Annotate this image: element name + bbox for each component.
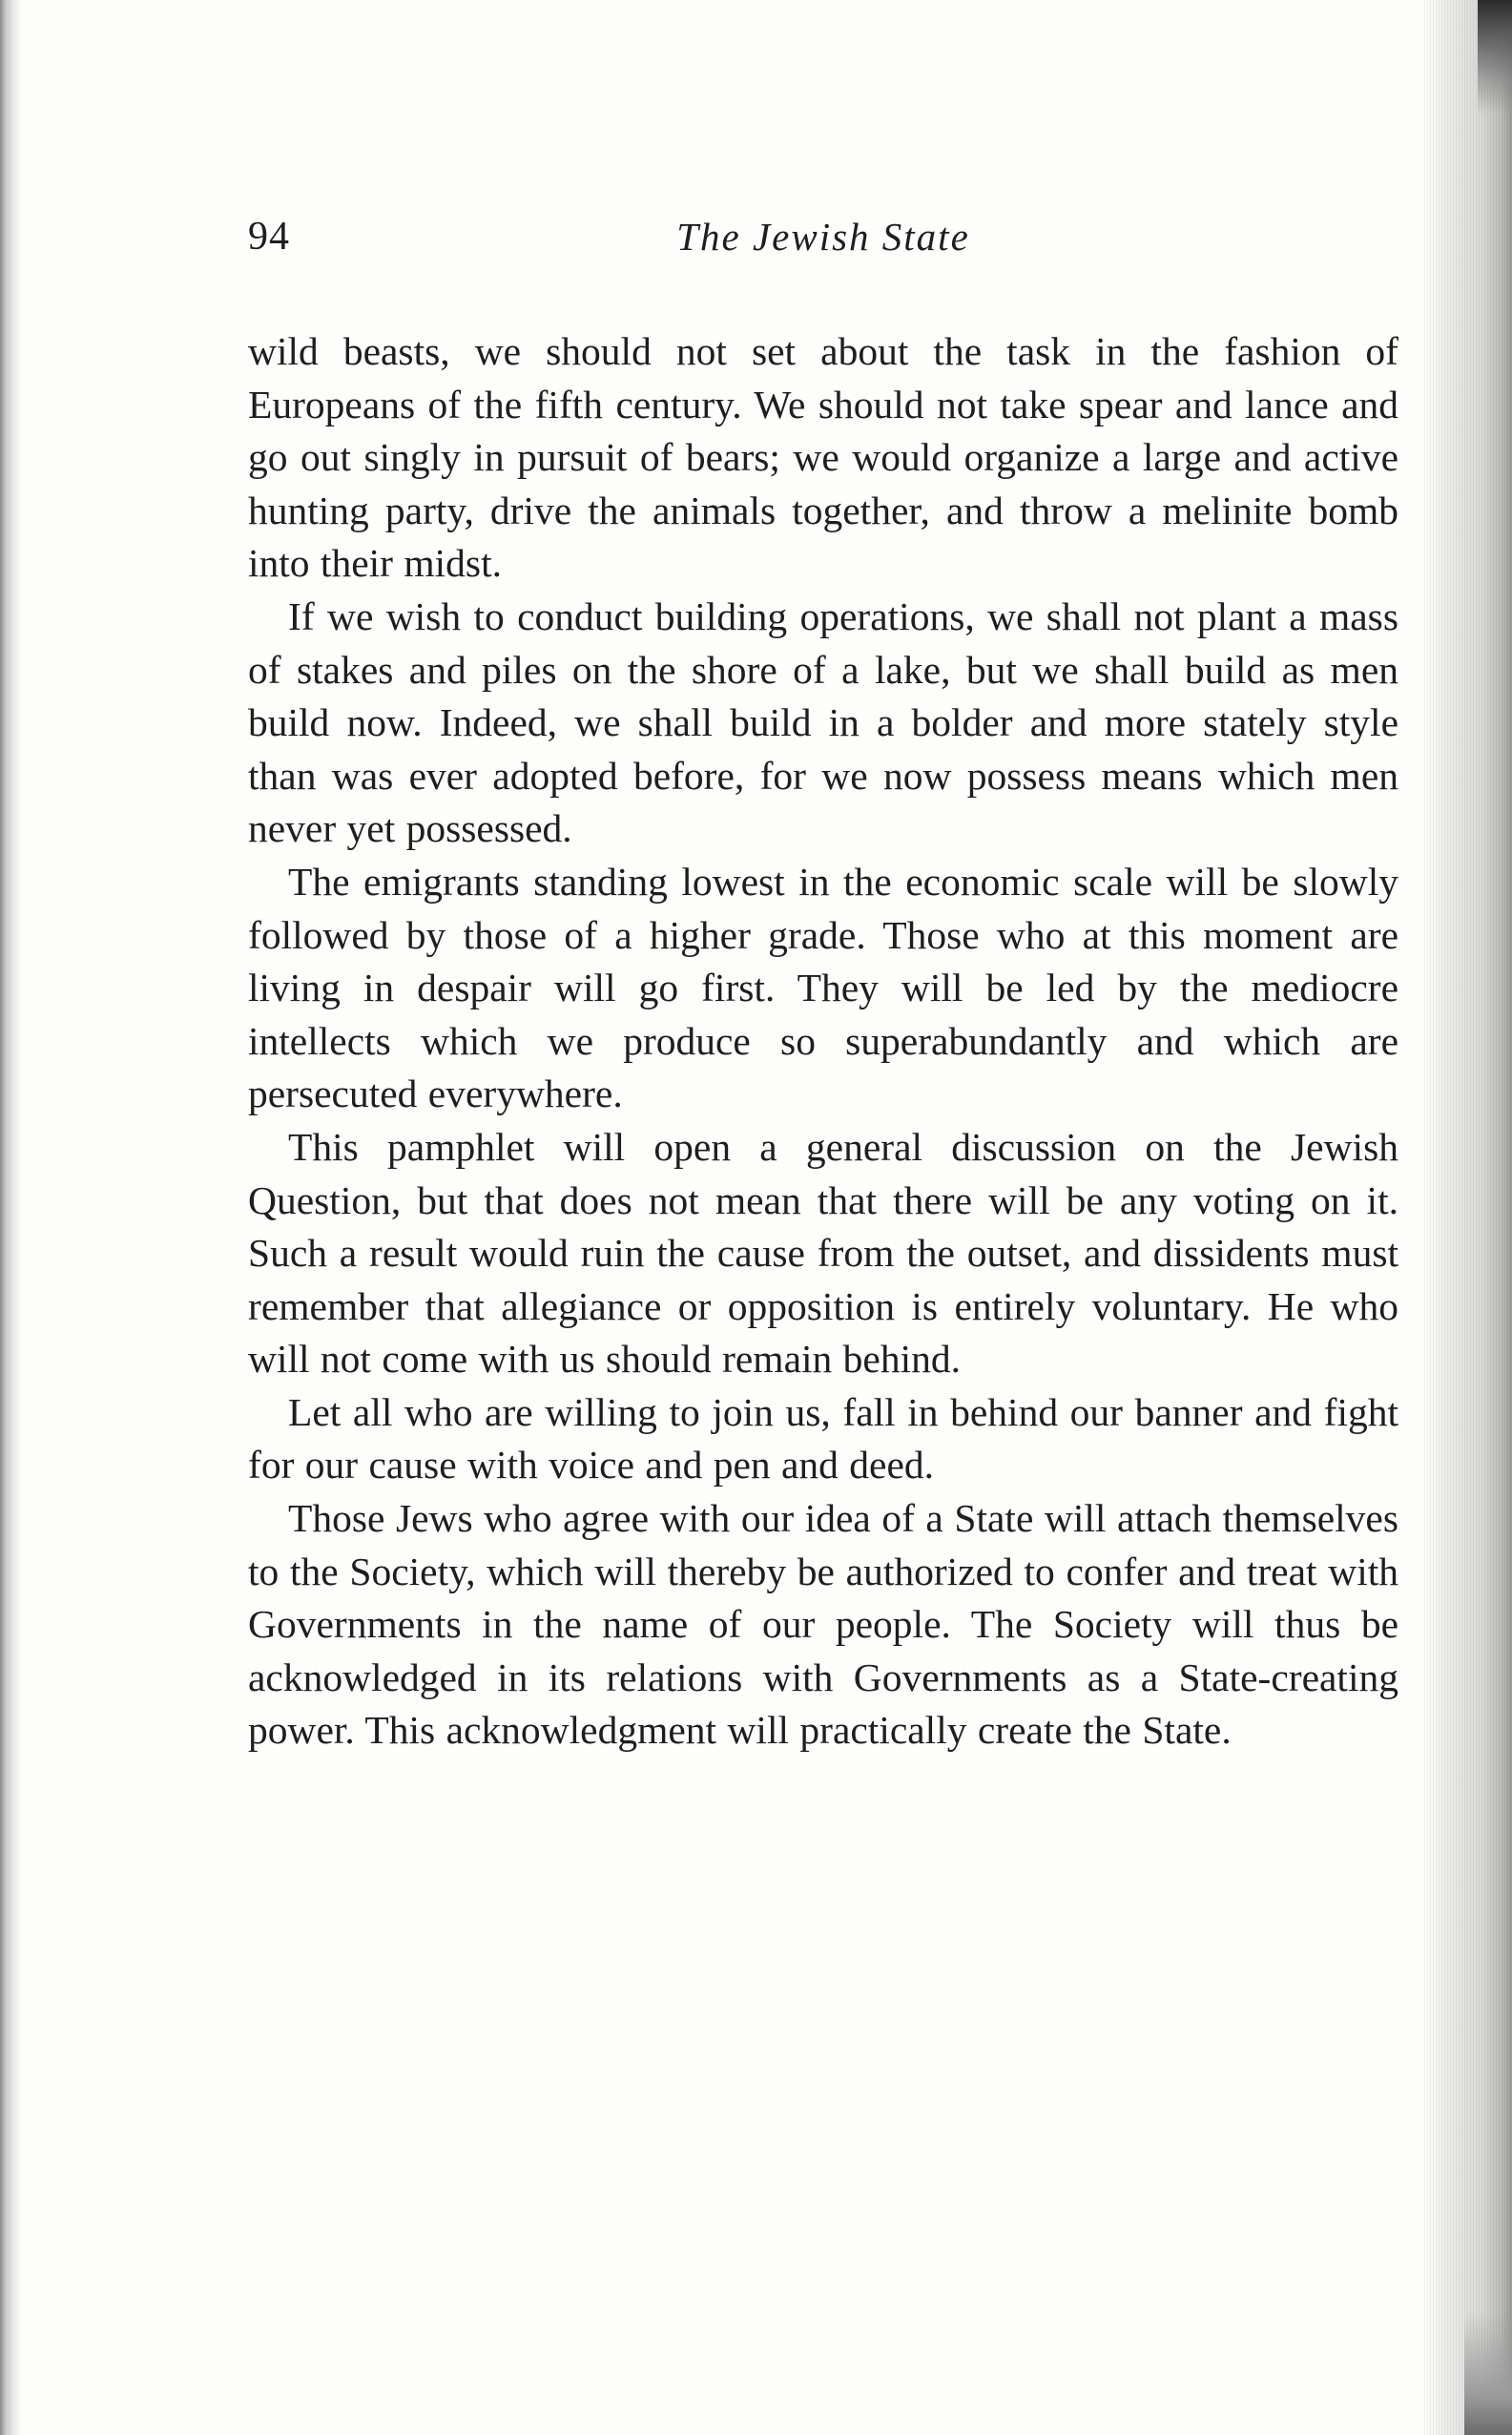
page-stack-edge — [1424, 0, 1512, 2435]
paragraph-society: Those Jews who agree with our idea of a State will attach themselves to the Society, which will thereby be authorized to confer and treat with Governments in the name of our people. The Society will thus be acknowledged in its relations with Governments as a State-creating power. This acknowledgment will practically create the State. — [248, 1496, 1398, 1753]
binding-edge-shadow — [0, 0, 21, 2435]
running-head — [248, 214, 1398, 271]
page-corner-shadow-bottom — [1464, 2311, 1512, 2435]
paragraph-continued: wild beasts, we should not set about the task in the fashion of Europeans of the fifth century. We should not take spear and lance and go out singly in pursuit of bears; we would organize a large and active hunting party, drive the animals together, and throw a melinite bomb into their midst. — [248, 329, 1398, 586]
paragraph-emigrants: The emigrants standing lowest in the economic scale will be slowly followed by those of a higher grade. Those who at this moment are living in despair will go first. They will be led by the mediocre intellects which we produce so superabundantly and which are persecuted everywhere. — [248, 859, 1398, 1116]
body-text — [248, 325, 1398, 1758]
running-title: The Jewish State — [676, 215, 970, 259]
paragraph-join-us: Let all who are willing to join us, fall in behind our banner and fight for our cause with voice and pen and deed. — [248, 1389, 1398, 1488]
paragraph-building-operations: If we wish to conduct building operations, we shall not plant a mass of stakes and piles on the shore of a lake, but we shall build as men build now. Indeed, we shall build in a bolder and more stately style than was ever adopted before, for we now possess means which men never yet possessed. — [248, 593, 1398, 851]
page-corner-shadow-top — [1478, 0, 1512, 114]
paragraph-pamphlet-discussion: This pamphlet will open a general discussion on the Jewish Question, but that does not mean that there will be any voting on it. Such a result would ruin the cause from the outset, and dissidents must remember that allegiance or opposition is entirely voluntary. He who will not come with us should remain behind. — [248, 1124, 1398, 1382]
page-number: 94 — [248, 215, 290, 259]
